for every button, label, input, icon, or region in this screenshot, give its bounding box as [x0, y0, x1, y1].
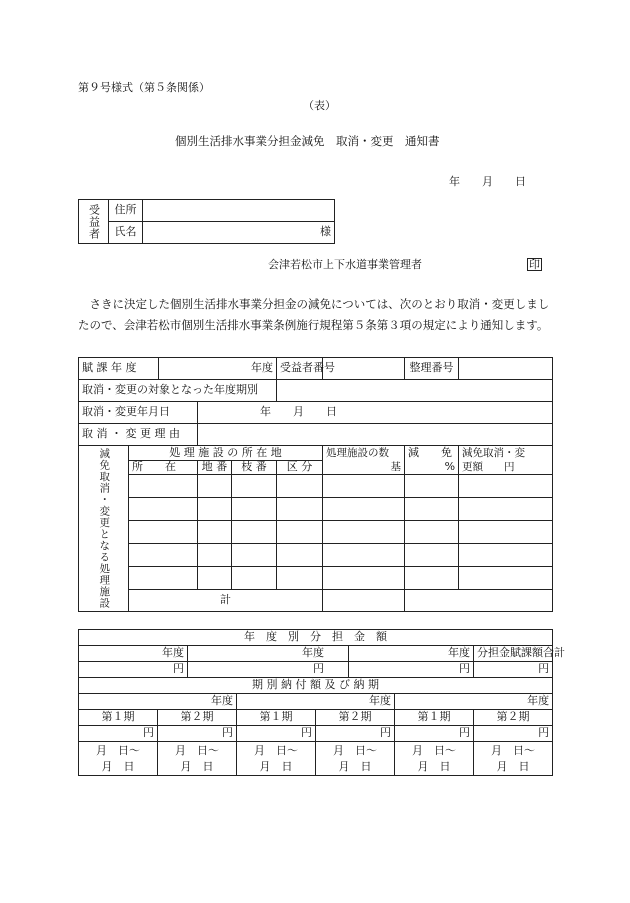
y2-period1-amount[interactable]: 円 — [237, 726, 316, 742]
section-header: 区 分 — [277, 460, 323, 475]
inst-year-2-label: 年度 — [237, 694, 395, 710]
year-2-amount[interactable]: 円 — [188, 662, 349, 678]
facility-side-label: 減免取消・変更となる処理施設 — [79, 446, 129, 612]
y3-period1-amount[interactable]: 円 — [395, 726, 474, 742]
installment-title: 期 別 納 付 額 及 び 納 期 — [79, 678, 553, 694]
year-3-label: 年度 — [349, 646, 474, 662]
fiscal-year-field[interactable] — [159, 358, 277, 380]
place-header: 所 在 — [129, 460, 198, 475]
target-period-label: 取消・変更の対象となった年度期別 — [79, 380, 277, 402]
y2-period1-label: 第１期 — [237, 710, 316, 726]
year-3-amount[interactable]: 円 — [349, 662, 474, 678]
y3-period2-amount[interactable]: 円 — [474, 726, 553, 742]
name-field[interactable] — [143, 222, 335, 244]
total-charged-label: 分担金賦課額合計 — [474, 646, 553, 662]
facility-table — [78, 357, 553, 612]
y1-period1-dates[interactable]: 月 日～ 月 日 — [79, 742, 158, 776]
table-row — [79, 521, 553, 544]
lot-header: 地 番 — [198, 460, 232, 475]
reference-no-field[interactable] — [459, 358, 553, 380]
year-suffix: 年度 — [251, 361, 274, 375]
issue-date: 年 月 日 — [449, 175, 526, 188]
y2-period2-dates[interactable]: 月 日～ 月 日 — [316, 742, 395, 776]
document-title: 個別生活排水事業分担金減免 取消・変更 通知書 — [175, 134, 440, 148]
y3-period1-label: 第１期 — [395, 710, 474, 726]
year-2-label: 年度 — [188, 646, 349, 662]
y1-period2-dates[interactable]: 月 日～ 月 日 — [158, 742, 237, 776]
y3-period2-label: 第２期 — [474, 710, 553, 726]
change-date-field[interactable]: 年 月 日 — [198, 402, 553, 424]
form-number: 第９号様式（第５条関係） — [78, 81, 210, 94]
fiscal-year-label: 賦 課 年 度 — [79, 358, 159, 380]
target-period-field[interactable] — [277, 380, 553, 402]
total-count-field[interactable] — [323, 590, 405, 612]
table-row — [79, 544, 553, 567]
year-1-amount[interactable]: 円 — [79, 662, 188, 678]
total-amount-field[interactable] — [405, 590, 553, 612]
notice-body: さきに決定した個別生活排水事業分担金の減免については、次のとおり取消・変更しましたので、会津若松市個別生活排水事業条例施行規程第５条第３項の規定により通知します。 — [78, 297, 550, 332]
year-1-label: 年度 — [79, 646, 188, 662]
reduction-header: 減 免 % — [405, 446, 459, 475]
recipient-label: 受益者 — [79, 200, 109, 244]
reference-no-label: 整理番号 — [405, 358, 459, 380]
yearly-amount-title: 年 度 別 分 担 金 額 — [79, 630, 553, 646]
branch-header: 枝 番 — [232, 460, 277, 475]
address-label: 住所 — [109, 200, 143, 222]
y2-period1-dates[interactable]: 月 日～ 月 日 — [237, 742, 316, 776]
beneficiary-no-label: 受益者番号 — [277, 358, 323, 380]
issuer-name: 会津若松市上下水道事業管理者 — [268, 258, 422, 271]
installment-table — [78, 629, 565, 776]
y1-period1-amount[interactable]: 円 — [79, 726, 158, 742]
table-row — [79, 498, 553, 521]
location-header: 処 理 施 設 の 所 在 地 — [129, 446, 323, 461]
change-date-label: 取消・変更年月日 — [79, 402, 198, 424]
honorific: 様 — [320, 225, 331, 239]
y1-period2-amount[interactable]: 円 — [158, 726, 237, 742]
y1-period2-label: 第２期 — [158, 710, 237, 726]
table-row — [79, 567, 553, 590]
y3-period1-dates[interactable]: 月 日～ 月 日 — [395, 742, 474, 776]
y2-period2-amount[interactable]: 円 — [316, 726, 395, 742]
inst-year-3-label: 年度 — [395, 694, 553, 710]
table-row — [79, 475, 553, 498]
inst-year-1-label: 年度 — [79, 694, 237, 710]
side-label: （表） — [303, 99, 336, 112]
reason-field[interactable] — [198, 424, 553, 446]
y3-period2-dates[interactable]: 月 日～ 月 日 — [474, 742, 553, 776]
reason-label: 取 消 ・ 変 更 理 由 — [79, 424, 198, 446]
amount-header: 減免取消・変 更額 円 — [459, 446, 553, 475]
address-field[interactable] — [143, 200, 335, 222]
recipient-table — [78, 199, 335, 244]
y2-period2-label: 第２期 — [316, 710, 395, 726]
total-charged-amount[interactable]: 円 — [474, 662, 553, 678]
name-label: 氏名 — [109, 222, 143, 244]
y1-period1-label: 第１期 — [79, 710, 158, 726]
seal-mark: 印 — [529, 258, 540, 271]
count-header: 処理施設の数 基 — [323, 446, 405, 475]
total-label: 計 — [129, 590, 323, 612]
